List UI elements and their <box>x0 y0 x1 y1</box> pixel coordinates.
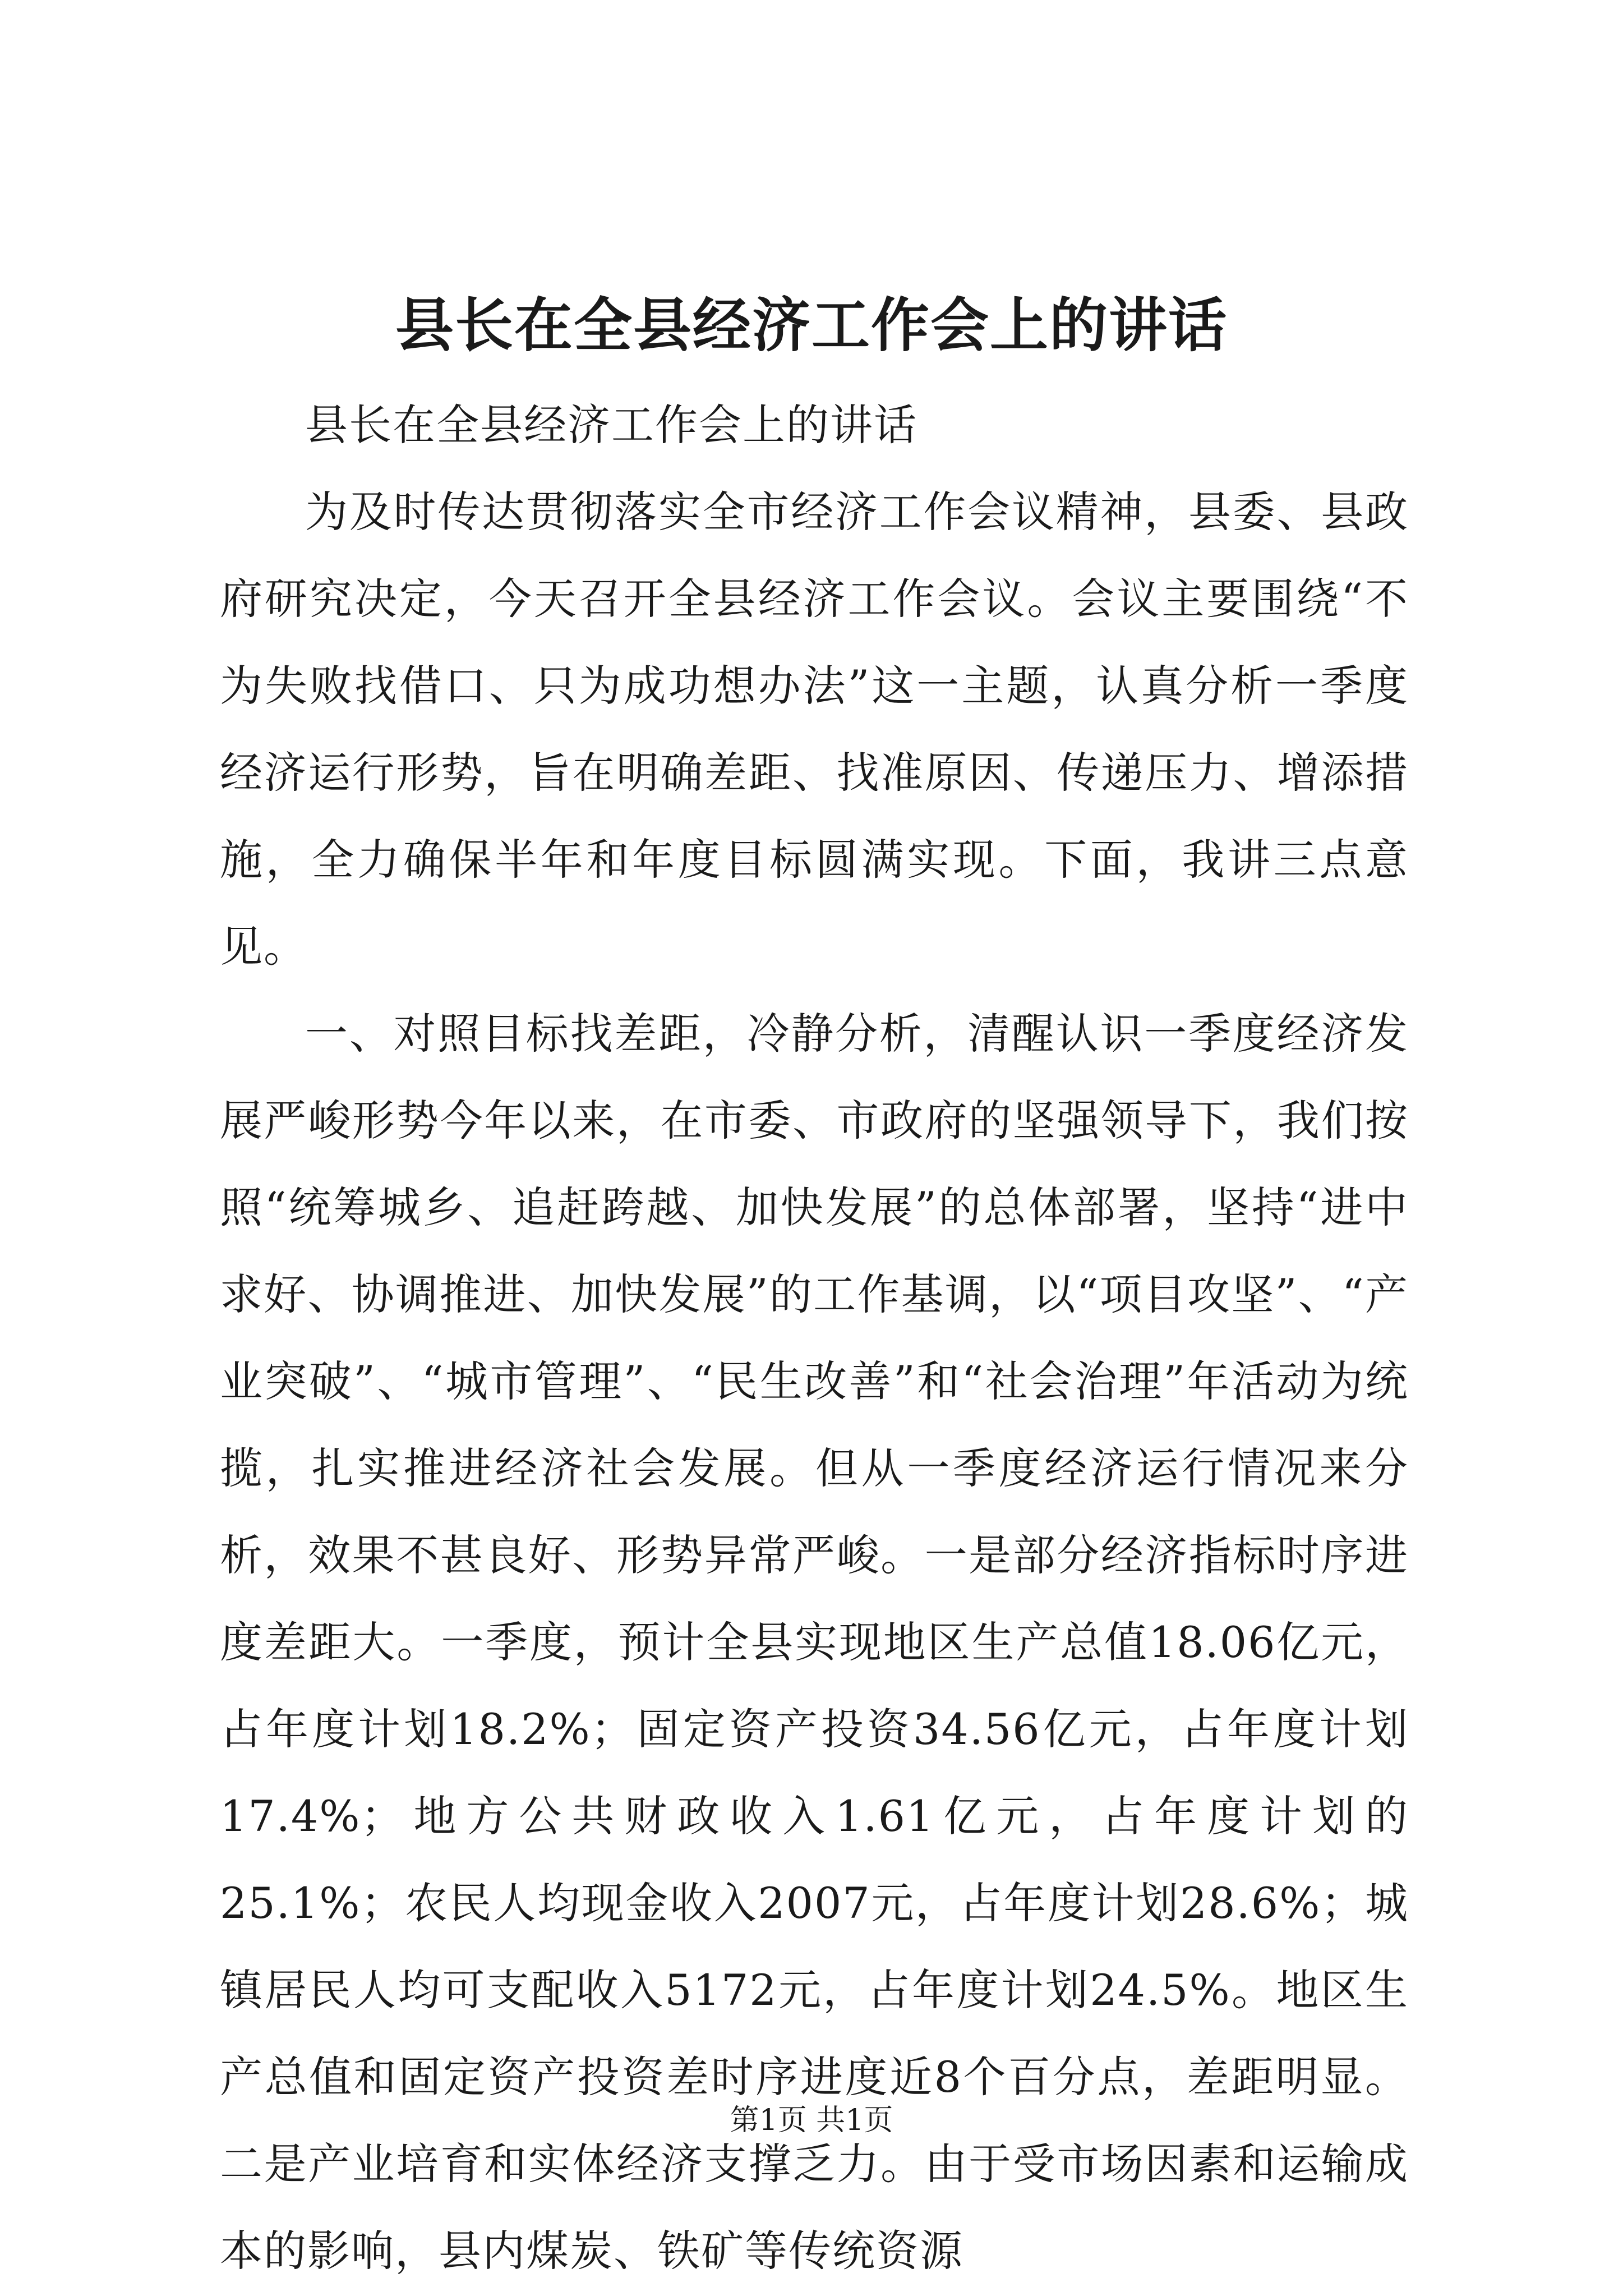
paragraph-subtitle: 县长在全县经济工作会上的讲话 <box>305 400 917 450</box>
page-footer: 第1页 共1页 <box>730 2104 893 2137</box>
document-title: 县长在全县经济工作会上的讲话 <box>395 291 1228 360</box>
document-body <box>220 381 1409 2294</box>
paragraph-intro: 为及时传达贯彻落实全市经济工作会议精神，县委、县政府研究决定，今天召开全县经济工作会议。会议主要围绕“不为失败找借口、只为成功想办法”这一主题，认真分析一季度经济运行形势，旨在明确差距、找准原因、传递压力、增添措施，全力确保半年和年度目标圆满实现。下面，我讲三点意见。 <box>220 487 1409 972</box>
paragraph-section-one: 一、对照目标找差距，冷静分析，清醒认识一季度经济发展严峻形势今年以来，在市委、市政府的坚强领导下，我们按照“统筹城乡、追赶跨越、加快发展”的总体部署，坚持“进中求好、协调推进、加快发展”的工作基调，以“项目攻坚”、“产业突破”、“城市管理”、“民生改善”和“社会治理”年活动为统揽，扎实推进经济社会发展。但从一季度经济运行情况来分析，效果不甚良好、形势异常严峻。一是部分经济指标时序进度差距大。一季度，预计全县实现地区生产总值18.06亿元，占年度计划18.2%；固定资产投资34.56亿元，占年度计划17.4%；地方公共财政收入1.61亿元，占年度计划的25.1%；农民人均现金收入2007元，占年度计划28.6%；城镇居民人均可支配收入5172元，占年度计划24.5%。地区生产总值和固定资产投资差时序进度近8个百分点，差距明显。二是产业培育和实体经济支撑乏力。由于受市场因素和运输成本的影响，县内煤炭、铁矿等传统资源 <box>220 1009 1409 2276</box>
